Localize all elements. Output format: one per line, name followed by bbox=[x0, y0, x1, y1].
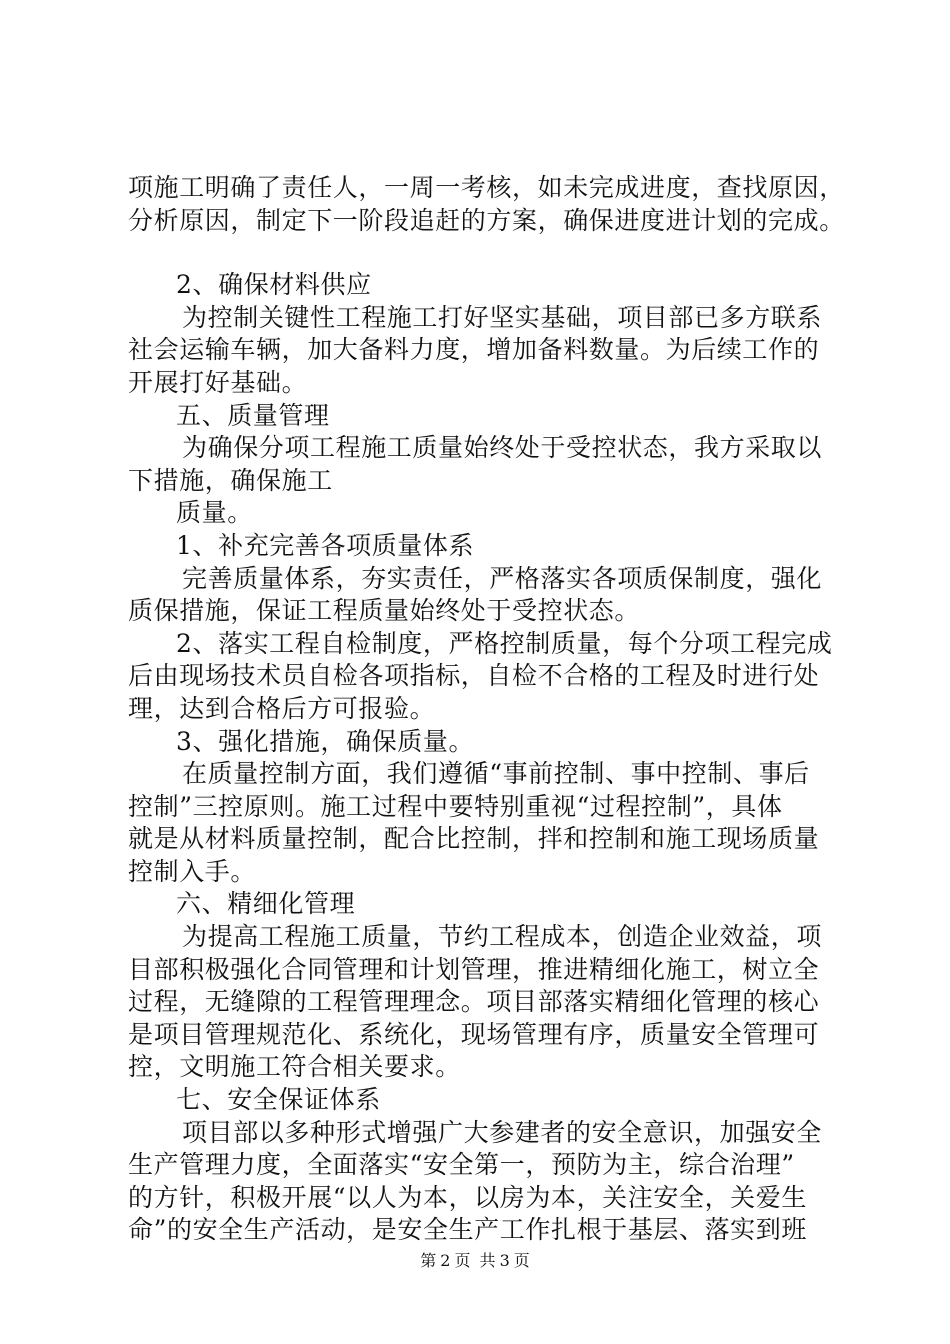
paragraph-line: 为确保分项工程施工质量始终处于受控状态，我方采取以 bbox=[182, 433, 823, 463]
section-heading: 五、质量管理 bbox=[176, 400, 330, 430]
section-heading: 七、安全保证体系 bbox=[176, 1085, 381, 1115]
paragraph-line: 的方针，积极开展“以人为本，以房为本，关注安全，关爱生 bbox=[128, 1182, 807, 1212]
paragraph-line: 是项目管理规范化、系统化，现场管理有序，质量安全管理可 bbox=[128, 1019, 820, 1049]
section-heading: 3、强化措施，确保质量。 bbox=[176, 726, 475, 756]
page-label: 第 bbox=[420, 1251, 437, 1270]
paragraph-line: 下措施，确保施工 bbox=[128, 465, 333, 495]
paragraph-line: 命”的安全生产活动，是安全生产工作扎根于基层、落实到班 bbox=[128, 1215, 807, 1245]
paragraph-line: 为控制关键性工程施工打好坚实基础，项目部已多方联系 bbox=[182, 302, 823, 332]
paragraph-line: 社会运输车辆，加大备料力度，增加备料数量。为后续工作的 bbox=[128, 335, 820, 365]
page-unit: 页 bbox=[454, 1251, 471, 1270]
page-footer bbox=[0, 1251, 950, 1271]
document-body bbox=[128, 172, 845, 1247]
paragraph-line: 生产管理力度，全面落实“安全第一，预防为主，综合治理” bbox=[128, 1150, 795, 1180]
paragraph-line: 项施工明确了责任人，一周一考核，如未完成进度，查找原因， bbox=[128, 173, 845, 202]
paragraph-line: 分析原因，制定下一阶段追赶的方案，确保进度进计划的完成。 bbox=[128, 205, 845, 235]
paragraph-line: 完善质量体系，夯实责任，严格落实各项质保制度，强化 bbox=[182, 563, 823, 593]
paragraph-line: 控，文明施工符合相关要求。 bbox=[128, 1052, 461, 1082]
paragraph-line: 为提高工程施工质量，节约工程成本，创造企业效益，项 bbox=[182, 922, 823, 952]
page-number: 2 bbox=[440, 1251, 451, 1270]
paragraph-spacer bbox=[128, 237, 828, 269]
paragraph-line: 目部积极强化合同管理和计划管理，推进精细化施工，树立全 bbox=[128, 954, 820, 984]
paragraph-line: 控制”三控原则。施工过程中要特别重视“过程控制”，具体 bbox=[128, 791, 783, 821]
paragraph-line: 过程，无缝隙的工程管理理念。项目部落实精细化管理的核心 bbox=[128, 987, 820, 1017]
paragraph-line: 质量。 bbox=[176, 498, 253, 528]
paragraph-line: 质保措施，保证工程质量始终处于受控状态。 bbox=[128, 596, 641, 626]
section-heading: 1、补充完善各项质量体系 bbox=[176, 530, 475, 560]
paragraph-line: 项目部以多种形式增强广大参建者的安全意识，加强安全 bbox=[182, 1117, 823, 1147]
section-heading: 2、落实工程自检制度，严格控制质量，每个分项工程完成 bbox=[176, 628, 833, 658]
total-unit: 页 bbox=[513, 1251, 530, 1270]
paragraph-line: 控制入手。 bbox=[128, 856, 257, 886]
section-heading: 2、确保材料供应 bbox=[176, 270, 372, 300]
paragraph-line: 就是从材料质量控制，配合比控制，拌和控制和施工现场质量 bbox=[128, 824, 820, 854]
section-heading: 六、精细化管理 bbox=[176, 889, 356, 919]
paragraph-line: 理，达到合格后方可报验。 bbox=[128, 693, 436, 723]
paragraph-line: 在质量控制方面，我们遵循“事前控制、事中控制、事后 bbox=[182, 759, 810, 789]
total-label: 共 bbox=[479, 1251, 496, 1270]
total-pages: 3 bbox=[499, 1251, 510, 1270]
paragraph-line: 开展打好基础。 bbox=[128, 367, 308, 397]
paragraph-line: 后由现场技术员自检各项指标，自检不合格的工程及时进行处 bbox=[128, 661, 820, 691]
